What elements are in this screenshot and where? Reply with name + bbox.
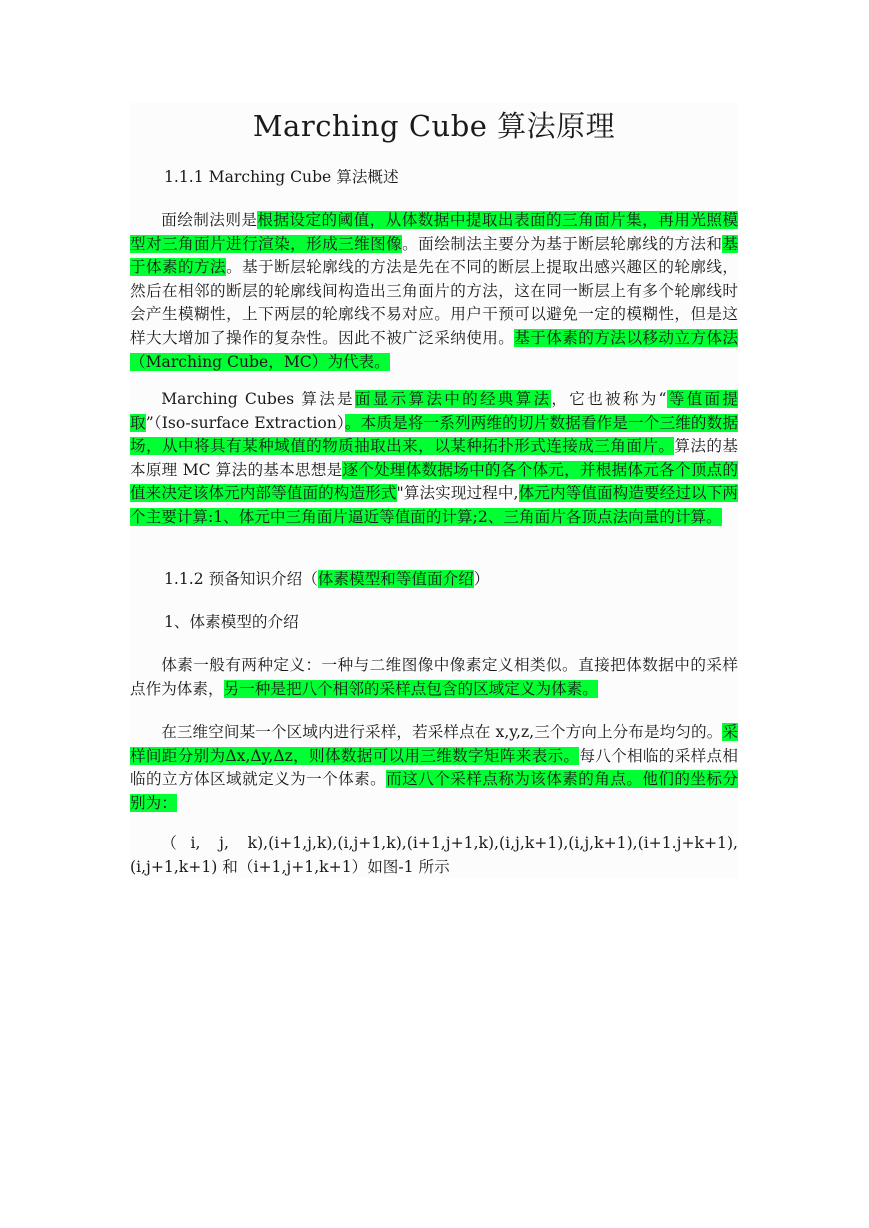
text-run: Marching Cubes 算法是 bbox=[161, 390, 355, 408]
text-run: ） bbox=[473, 570, 490, 588]
paragraph-coordinates: （i, j, k),(i+1,j,k),(i,j+1,k),(i+1,j+1,k),(i,j,k+1),(i,j,k+1),(i+1.j+k+1), (i,j+1,k+1) 和（i+1,j+1,k+1）如图-1 所示 bbox=[130, 834, 738, 876]
text-run: 面绘制法则是 bbox=[161, 211, 258, 229]
text-run: 算法的基本原理 MC 算法的基本思想是 bbox=[130, 437, 738, 479]
document-title: Marching Cube 算法原理 bbox=[252, 109, 616, 143]
highlighted-text: 等值面提取 bbox=[130, 390, 738, 432]
highlighted-text: 另一种是把八个相邻的采样点包含的区域定义为体素。 bbox=[223, 679, 598, 698]
text-run: 每八个相临的采样点相临的立方体区域就定义为一个体素。 bbox=[130, 746, 738, 789]
text-run: ”（Iso-surface Extraction） bbox=[145, 413, 345, 432]
text-run: 体素一般有两种定义：一种与二维图像中像素定义相类似。直接把体数据中的采样点作为体素， bbox=[130, 656, 738, 698]
paragraph-voxel-definition bbox=[130, 654, 738, 701]
highlighted-text: 基于体素的方法以移动立方体法（Marching Cube，MC）为代表。 bbox=[130, 328, 738, 371]
text-run: "算法实现过程中, bbox=[396, 484, 519, 503]
highlighted-text: 而这八个采样点称为该体素的角点。他们的坐标分别为： bbox=[130, 770, 738, 812]
highlighted-text: 根据设定的阈值，从体数据中提取出表面的三角面片集，再用光照模型对三角面片进行渲染，形成三维图像 bbox=[130, 211, 738, 253]
subsection-heading-voxel-model: 1、体素模型的介绍 bbox=[164, 613, 299, 631]
section-heading-1-1-2 bbox=[164, 568, 489, 592]
paragraph-overview bbox=[130, 209, 738, 374]
highlighted-text: 基于体素的方法 bbox=[130, 234, 738, 277]
highlighted-text: 逐个处理体数据场中的各个体元，并根据体元各个顶点的值来决定该体元内部等值面的构造形式 bbox=[130, 460, 738, 503]
highlighted-text: 采样间距分别为Δx,Δy,Δz，则体数据可以用三维数字矩阵来表示。 bbox=[130, 723, 738, 765]
text-run: 。面绘制法主要分为基于断层轮廓线的方法和 bbox=[402, 234, 723, 253]
paragraph-sampling bbox=[130, 721, 738, 815]
section-heading-1-1-1: 1.1.1 Marching Cube 算法概述 bbox=[164, 168, 399, 186]
highlighted-text: 体素模型和等值面介绍 bbox=[317, 570, 474, 588]
highlighted-text: 体元内等值面构造要经过以下两个主要计算:1、体元中三角面片逼近等值面的计算;2、三角面片各顶点法向量的计算。 bbox=[130, 484, 738, 526]
paragraph-marching-cubes bbox=[130, 388, 738, 530]
text-run: 在三维空间某一个区域内进行采样，若采样点在 x,y,z,三个方向上分布是均匀的。 bbox=[161, 723, 723, 741]
text-run: 1.1.2 预备知识介绍（ bbox=[164, 570, 318, 588]
highlighted-text: 。本质是将一系列两维的切片数据看作是一个三维的数据场，从中将具有某种域值的物质抽取出来，以某种拓扑形式连接成三角面片。 bbox=[130, 413, 738, 456]
highlighted-text: 面显示算法中的经典算法 bbox=[354, 390, 552, 408]
text-run: 。基于断层轮廓线的方法是先在不同的断层上提取出感兴趣区的轮廓线，然后在相邻的断层的轮廓线间构造出三角面片的方法，这在同一断层上有多个轮廓线时会产生模糊性，上下两层的轮廓线不易对应。用户干预可以避免一定的模糊性，但是这样大大增加了操作的复杂性。因此不被广泛采纳使用。 bbox=[130, 258, 738, 347]
text-run: ，它也被称为“ bbox=[551, 390, 667, 408]
